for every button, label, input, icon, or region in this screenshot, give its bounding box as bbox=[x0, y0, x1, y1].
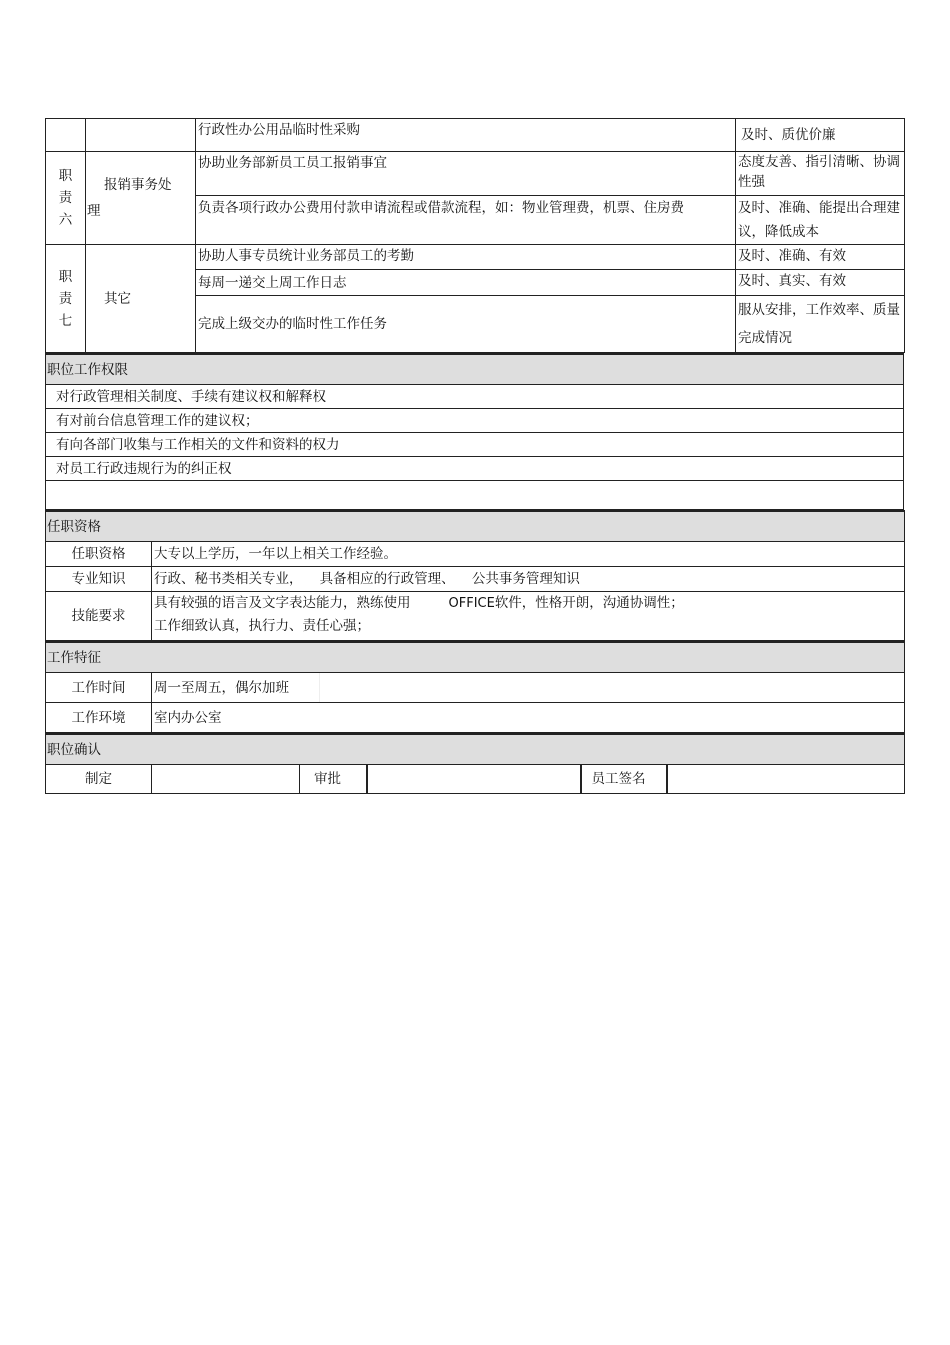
table-row bbox=[46, 542, 905, 567]
duty-7-label-char: 责 bbox=[58, 290, 73, 307]
duty-6-label-char: 职 bbox=[58, 168, 73, 184]
duty-7-label bbox=[46, 245, 86, 353]
section-title-qualification: 任职资格 bbox=[46, 511, 905, 542]
duty-6-label-char: 六 bbox=[58, 212, 73, 228]
authority-item: 对行政管理相关制度、手续有建议权和解释权 bbox=[46, 385, 904, 409]
authority-item: 有对前台信息管理工作的建议权； bbox=[46, 409, 904, 433]
made-field[interactable] bbox=[152, 765, 300, 794]
duty-name-cell bbox=[86, 119, 196, 152]
blank-row bbox=[46, 481, 904, 510]
table-row bbox=[46, 765, 905, 794]
duty-6-label bbox=[46, 152, 86, 245]
work-env-label: 工作环境 bbox=[46, 703, 152, 733]
sign-label: 员工签名 bbox=[581, 765, 667, 794]
standard-cell: 态度友善、指引清晰、协调性强 bbox=[736, 152, 905, 196]
list-item bbox=[46, 385, 904, 409]
list-item bbox=[46, 409, 904, 433]
duties-table bbox=[45, 118, 905, 353]
qualification-table bbox=[45, 510, 905, 641]
duty-7-label-char: 七 bbox=[58, 312, 73, 329]
knowledge-label: 专业知识 bbox=[46, 567, 152, 592]
table-row bbox=[46, 152, 905, 196]
task-cell: 协助业务部新员工员工报销事宜 bbox=[196, 152, 736, 196]
table-row bbox=[46, 567, 905, 592]
duty-6-name-text: 报销事务处理 bbox=[87, 177, 172, 219]
approve-field[interactable] bbox=[367, 765, 581, 794]
standard-cell: 服从安排，工作效率、质量完成情况 bbox=[736, 296, 905, 353]
table-row bbox=[46, 592, 905, 641]
section-title-confirm: 职位确认 bbox=[46, 734, 905, 765]
task-cell: 完成上级交办的临时性工作任务 bbox=[196, 296, 736, 353]
authority-item: 对员工行政违规行为的纠正权 bbox=[46, 457, 904, 481]
skill-line-1 bbox=[154, 592, 902, 615]
skill-text-a: 具有较强的语言及文字表达能力，熟练使用 bbox=[154, 595, 411, 611]
skill-line-2: 工作细致认真，执行力、责任心强； bbox=[154, 618, 370, 634]
knowledge-value: 行政、秘书类相关专业， 具备相应的行政管理、 公共事务管理知识 bbox=[152, 567, 905, 592]
standard-cell: 及时、准确、能提出合理建议，降低成本 bbox=[736, 196, 905, 245]
task-cell: 负责各项行政办公费用付款申请流程或借款流程，如：物业管理费，机票、住房费 bbox=[196, 196, 736, 245]
standard-cell: 及时、真实、有效 bbox=[736, 270, 905, 296]
work-time-extra bbox=[320, 673, 905, 703]
job-description-document bbox=[45, 118, 904, 794]
sign-field[interactable] bbox=[667, 765, 905, 794]
table-row bbox=[46, 119, 905, 152]
features-table bbox=[45, 641, 905, 733]
authority-table bbox=[45, 353, 904, 510]
duty-6-name bbox=[86, 152, 196, 245]
duty-7-name: 其它 bbox=[86, 245, 196, 353]
list-item bbox=[46, 457, 904, 481]
skill-value bbox=[152, 592, 905, 641]
work-time-value: 周一至周五，偶尔加班 bbox=[152, 673, 320, 703]
work-time-label: 工作时间 bbox=[46, 673, 152, 703]
standard-cell: 及时、质优价廉 bbox=[736, 119, 905, 152]
authority-item: 有向各部门收集与工作相关的文件和资料的权力 bbox=[46, 433, 904, 457]
section-header bbox=[46, 354, 904, 385]
skill-text-c: 软件，性格开朗，沟通协调性； bbox=[494, 595, 684, 611]
confirm-table bbox=[45, 733, 905, 794]
made-label: 制定 bbox=[46, 765, 152, 794]
work-env-value: 室内办公室 bbox=[152, 703, 905, 733]
table-row bbox=[46, 673, 905, 703]
section-title-features: 工作特征 bbox=[46, 642, 905, 673]
task-cell: 协助人事专员统计业务部员工的考勤 bbox=[196, 245, 736, 270]
standard-cell: 及时、准确、有效 bbox=[736, 245, 905, 270]
table-row bbox=[46, 703, 905, 733]
skill-label: 技能要求 bbox=[46, 592, 152, 641]
skill-text-office: OFFICE bbox=[448, 596, 495, 611]
qualification-label: 任职资格 bbox=[46, 542, 152, 567]
task-cell: 行政性办公用品临时性采购 bbox=[196, 119, 736, 152]
task-cell: 每周一递交上周工作日志 bbox=[196, 270, 736, 296]
approve-label: 审批 bbox=[300, 765, 367, 794]
blank-cell bbox=[46, 481, 904, 510]
section-header bbox=[46, 734, 905, 765]
section-header bbox=[46, 642, 905, 673]
duty-label-cell bbox=[46, 119, 86, 152]
section-title-authority: 职位工作权限 bbox=[46, 354, 904, 385]
duty-6-label-char: 责 bbox=[58, 190, 73, 206]
qualification-value: 大专以上学历，一年以上相关工作经验。 bbox=[152, 542, 905, 567]
list-item bbox=[46, 433, 904, 457]
duty-7-label-char: 职 bbox=[58, 268, 73, 285]
section-header bbox=[46, 511, 905, 542]
table-row bbox=[46, 245, 905, 270]
